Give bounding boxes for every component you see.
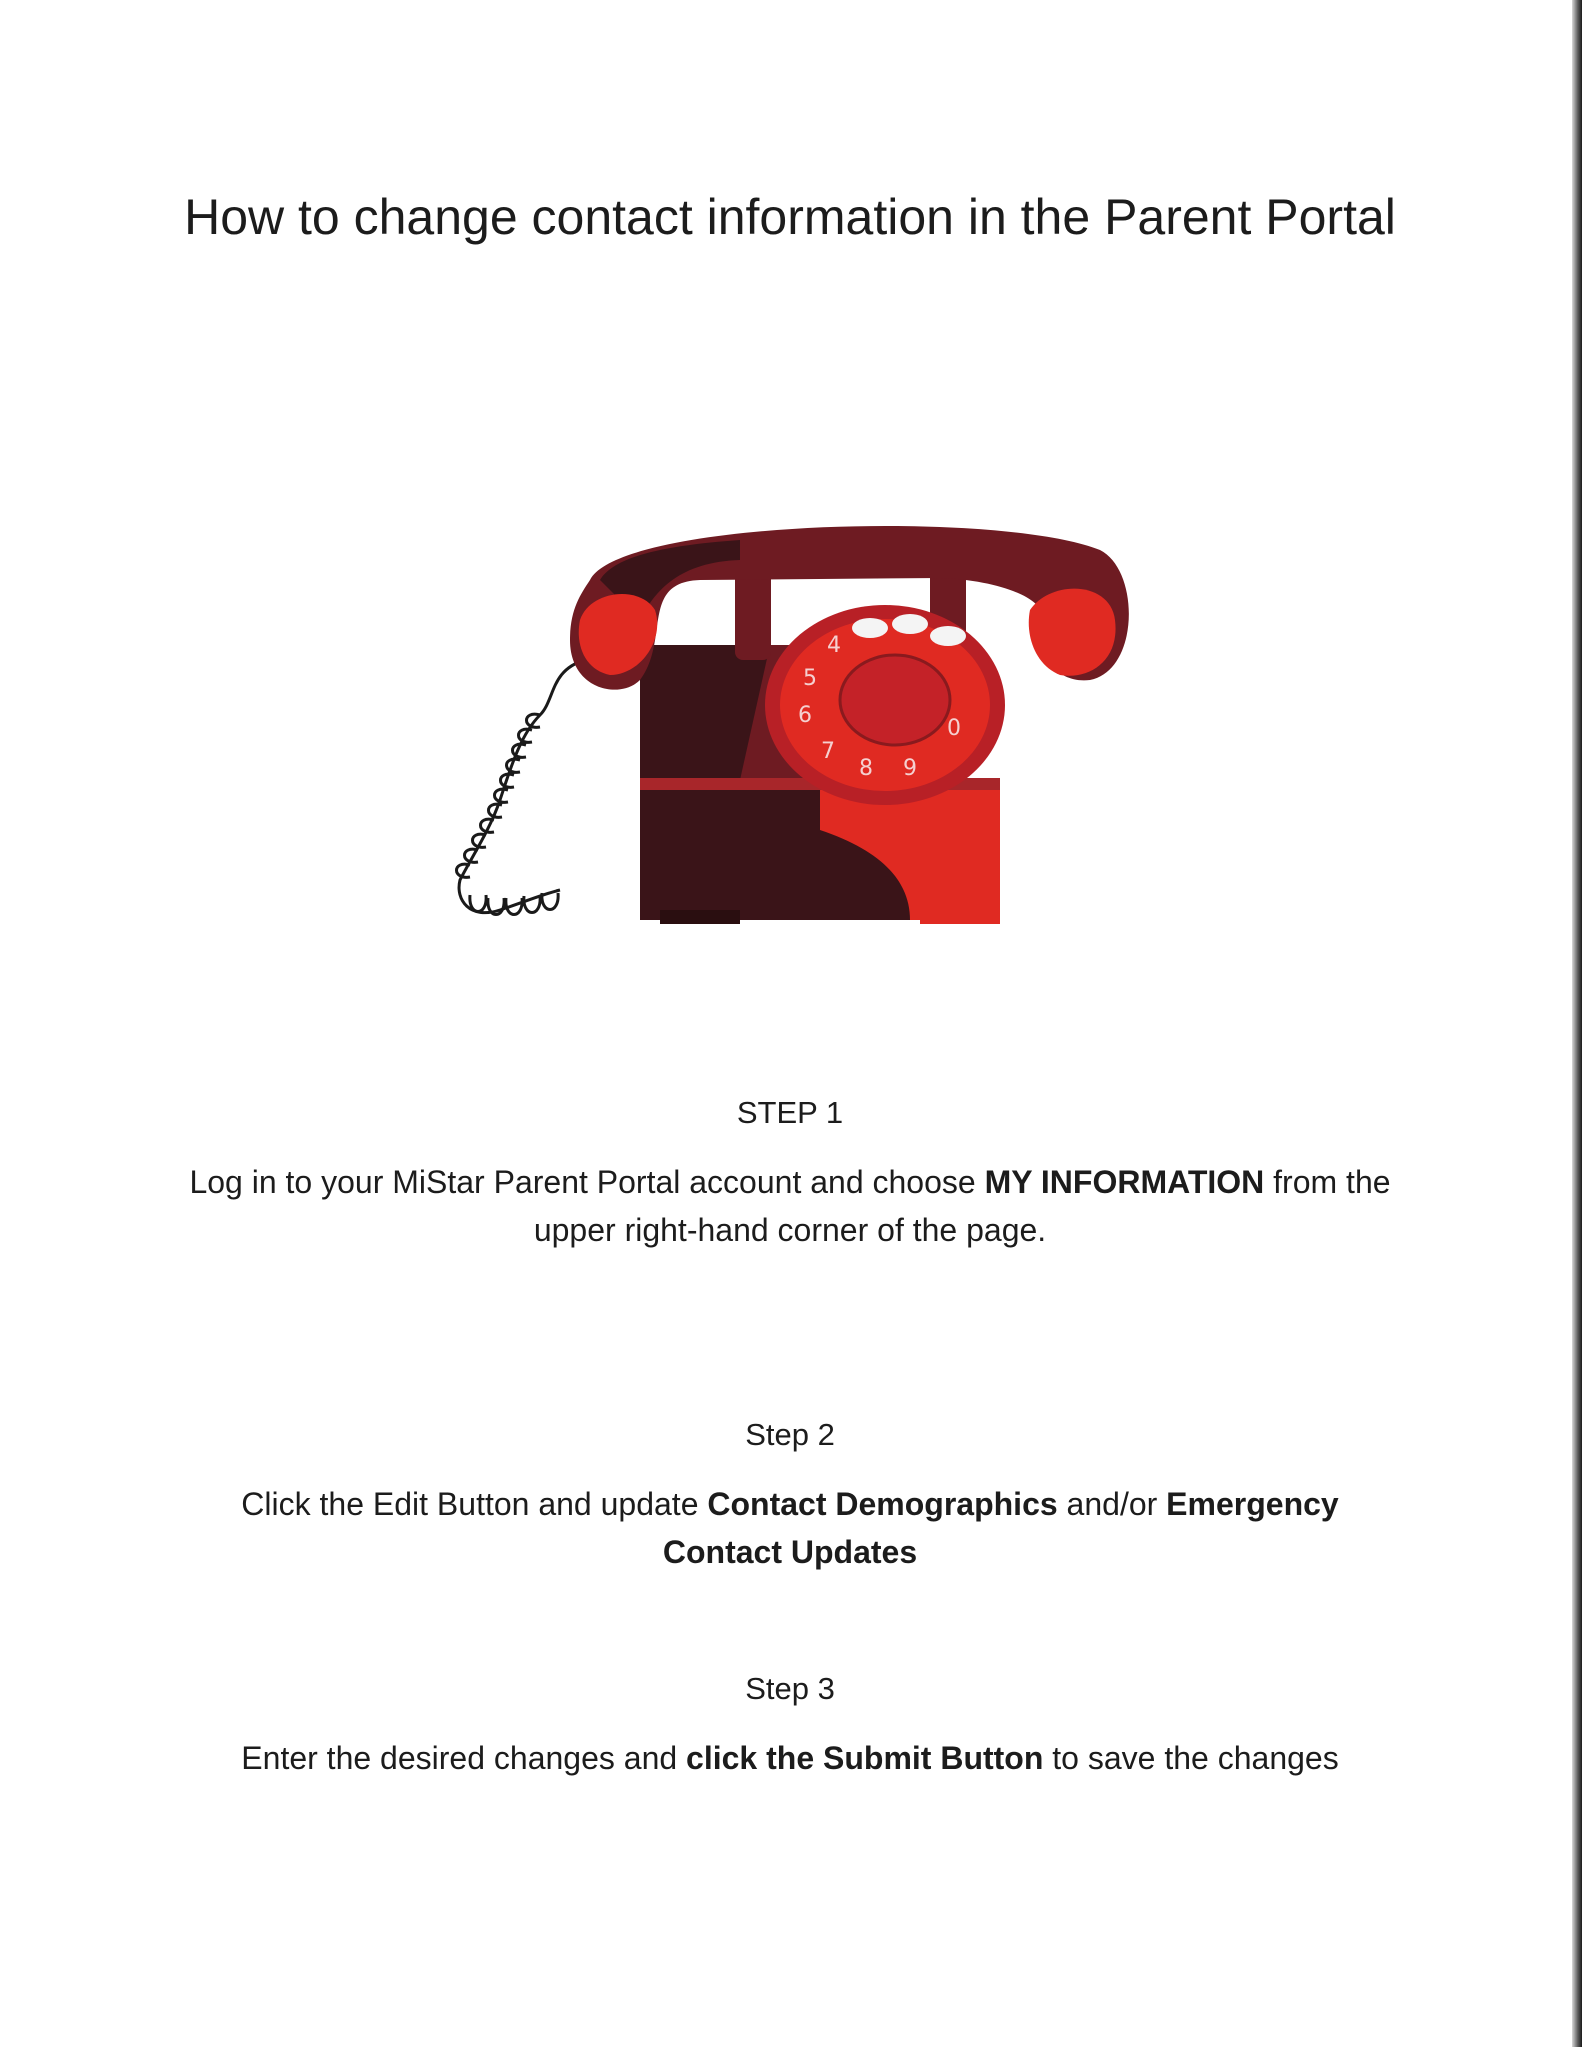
- step-1-heading: STEP 1: [736, 1095, 844, 1130]
- phone-cord: [457, 660, 586, 915]
- step-text-segment: Enter the desired changes and: [241, 1740, 687, 1776]
- step-text-segment: from the upper right-hand corner of the page.: [533, 1164, 1391, 1248]
- step-2-heading: Step 2: [745, 1417, 835, 1452]
- scan-page-edge: [1572, 0, 1582, 2047]
- step-text-segment: and/or: [1057, 1486, 1167, 1522]
- dial-digit-7: 7: [821, 739, 835, 764]
- rotary-dial: [765, 605, 1005, 805]
- emphasized-text: MY INFORMATION: [984, 1164, 1265, 1200]
- step-text-segment: Click the Edit Button and update: [241, 1486, 708, 1522]
- emphasized-text: Emergency Contact Updates: [662, 1486, 1339, 1570]
- step-text-segment: to save the changes: [1043, 1740, 1339, 1776]
- dial-digit-8: 8: [859, 756, 873, 781]
- step-1-text: [180, 1158, 1400, 1254]
- rotary-telephone-icon: [440, 500, 1140, 960]
- step-3-text: [180, 1734, 1400, 1782]
- step-2-text: [180, 1480, 1400, 1576]
- dial-digit-4: 4: [827, 633, 841, 658]
- emphasized-text: click the Submit Button: [686, 1740, 1044, 1776]
- dial-digit-6: 6: [798, 703, 812, 728]
- dial-digit-0: 0: [947, 716, 961, 741]
- dial-digit-5: 5: [803, 666, 817, 691]
- dial-digit-9: 9: [903, 756, 917, 781]
- page-title: How to change contact information in the Parent Portal: [184, 189, 1396, 245]
- step-3-heading: Step 3: [745, 1671, 835, 1706]
- emphasized-text: Contact Demographics: [707, 1486, 1058, 1522]
- step-text-segment: Log in to your MiStar Parent Portal account and choose: [189, 1164, 985, 1200]
